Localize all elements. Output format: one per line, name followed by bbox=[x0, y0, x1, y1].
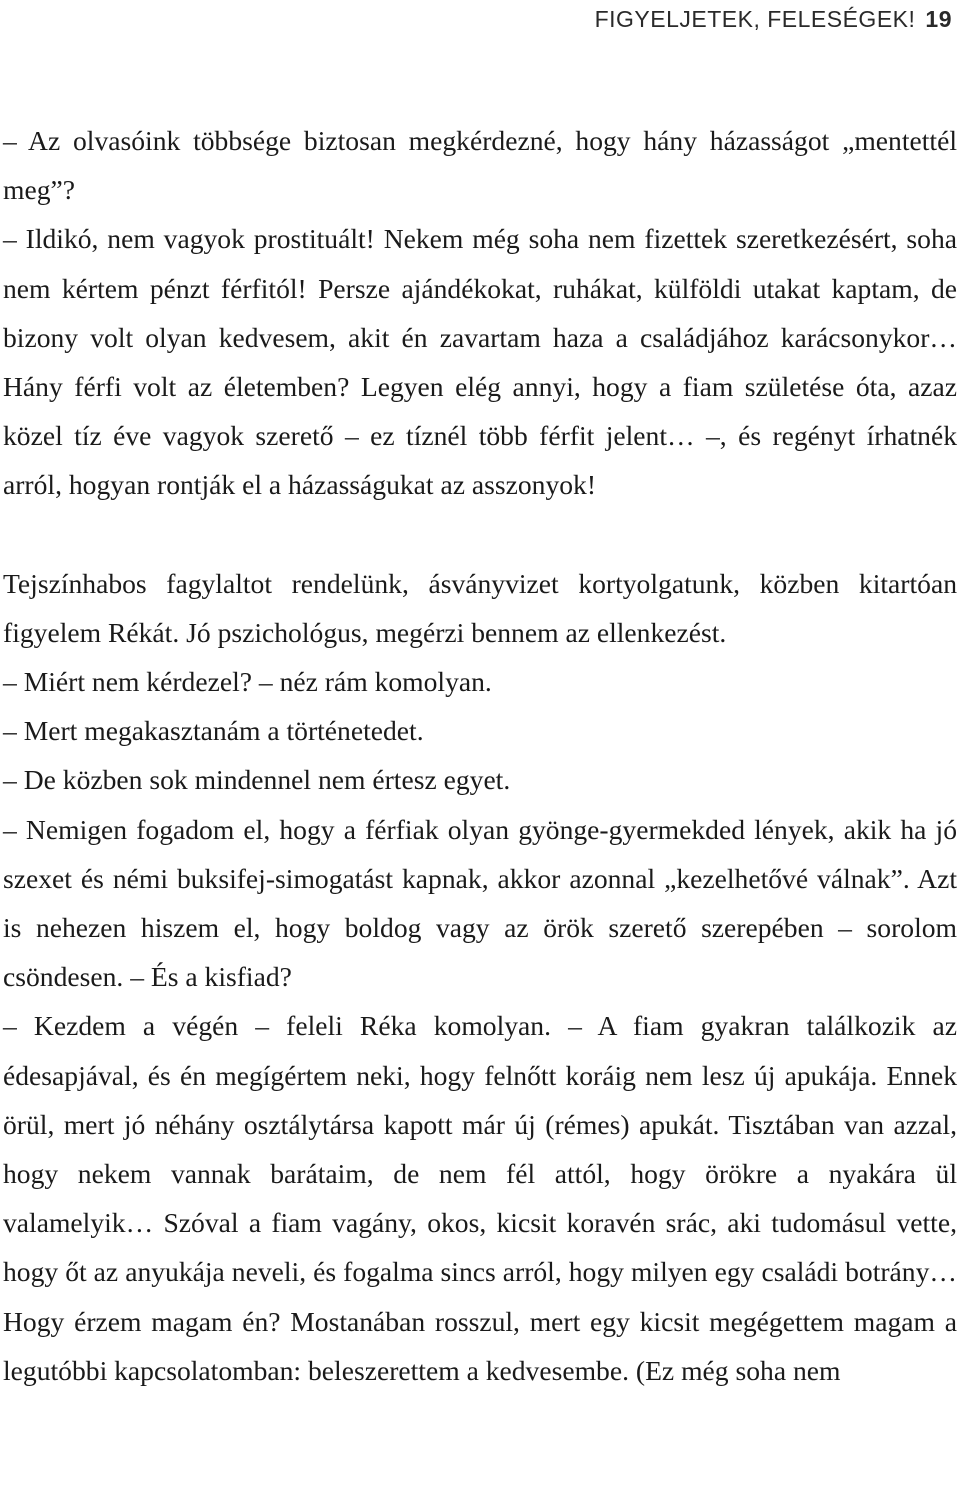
paragraph: – Nemigen fogadom el, hogy a férfiak olyan gyönge-gyermekded lények, akik ha jó szexet és némi buksifej-simogatást kapnak, akkor azonnal „kezelhetővé válnak”. Azt is nehezen hiszem el, hogy boldog vagy az örök szerető szerepében – sorolom csöndesen. – És a kisfiad? bbox=[3, 813, 957, 993]
running-header bbox=[595, 6, 952, 33]
paragraph: – Ildikó, nem vagyok prostituált! Nekem még soha nem fizettek szeretkezésért, soha nem kértem pénzt férfitól! Persze ajándékokat, ruhákat, külföldi utakat kaptam, de bizony volt olyan kedvesem, akit én zavartam haza a családjához karácsonykor… Hány férfi volt az életemben? Legyen elég annyi, hogy a fiam születése óta, azaz közel tíz éve vagyok szerető – ez tíznél több férfit jelent… –, és regényt írhatnék arról, hogyan rontják el a házasságukat az asszonyok! bbox=[3, 223, 957, 501]
paragraph: – De közben sok mindennel nem értesz egyet. bbox=[3, 764, 511, 796]
page-number: 19 bbox=[925, 6, 952, 32]
paragraph: – Kezdem a végén – feleli Réka komolyan. – A fiam gyakran találkozik az édesapjával, és én megígértem neki, hogy felnőtt koráig nem lesz új apukája. Ennek örül, mert jó néhány osztálytársa kapott már új (rémes) apukát. Tisztában van azzal, hogy nekem vannak barátaim, de nem fél attól, hogy örökre a nyakára ül valamelyik… Szóval a fiam vagány, okos, kicsit koravén srác, aki tudomásul vette, hogy őt az anyukája neveli, és fogalma sincs arról, hogy milyen egy családi botrány… Hogy érzem magam én? Mostanában rosszul, mert egy kicsit megégettem magam a legutóbbi kapcsolatomban: beleszerettem a kedvesembe. (Ez még soha nem bbox=[3, 1010, 957, 1386]
body-text bbox=[3, 116, 957, 1395]
paragraph: – Az olvasóink többsége biztosan megkérdezné, hogy hány házasságot „mentettél meg”? bbox=[3, 125, 957, 206]
paragraph: Tejszínhabos fagylaltot rendelünk, ásványvizet kortyolgatunk, közben kitartóan figyelem Rékát. Jó pszichológus, megérzi bennem az ellenkezést. bbox=[3, 567, 957, 648]
chapter-title: FIGYELJETEK, FELESÉGEK! bbox=[594, 6, 916, 32]
paragraph: – Mert megakasztanám a történetedet. bbox=[3, 715, 424, 747]
paragraph: – Miért nem kérdezel? – néz rám komolyan. bbox=[3, 666, 492, 698]
